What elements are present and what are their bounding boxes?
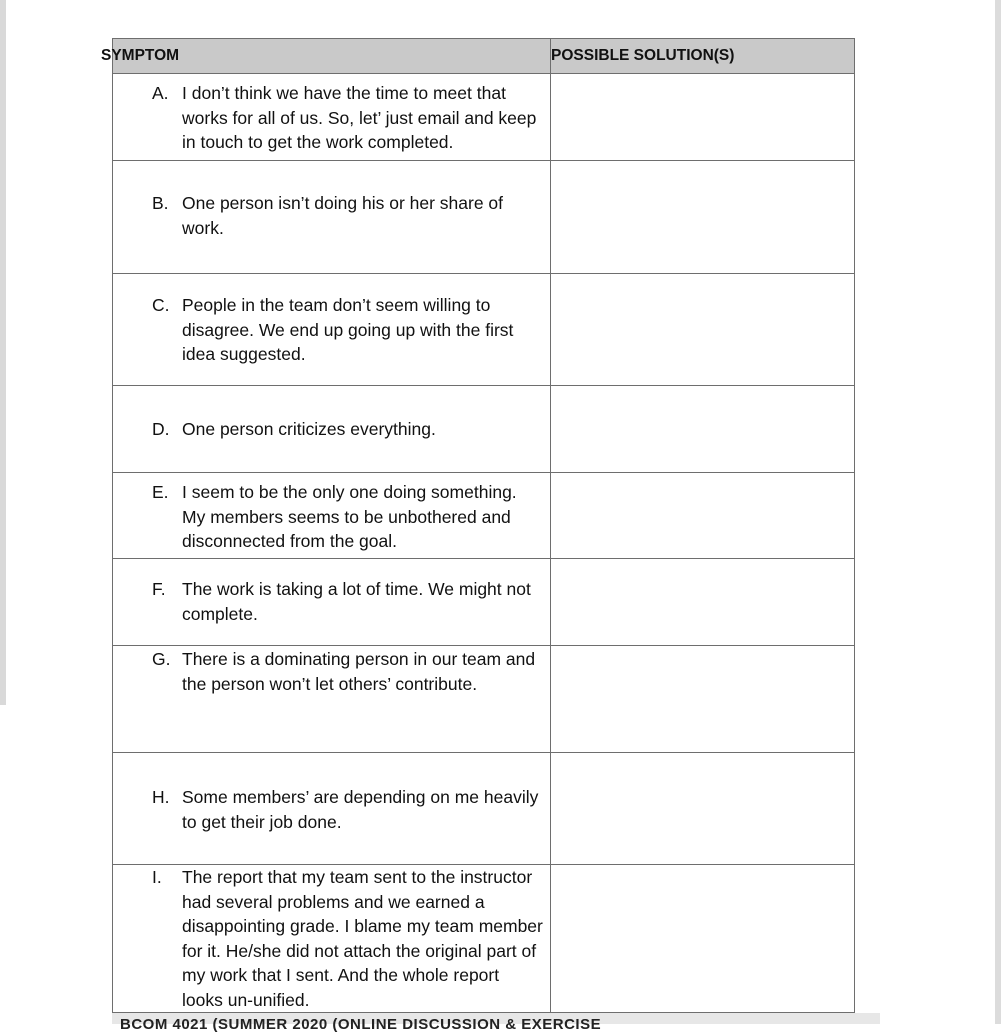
page-footer (112, 1013, 880, 1033)
footer-course-label: BCOM 4021 (SUMMER 2020 (ONLINE DISCUSSION & EXERCISE (120, 1016, 602, 1033)
symptom-text: People in the team don’t seem willing to disagree. We end up going up with the first idea suggested. (182, 295, 514, 364)
solution-cell-d[interactable] (551, 386, 855, 473)
symptom-text: One person criticizes everything. (182, 419, 436, 439)
symptom-letter: I. (152, 867, 162, 887)
table-row (113, 161, 855, 274)
page-edge-right (995, 0, 1001, 1024)
symptom-cell-b (113, 161, 551, 274)
symptom-cell-c (113, 274, 551, 386)
symptom-letter: F. (152, 579, 166, 599)
symptom-letter: E. (152, 482, 169, 502)
table-row (113, 274, 855, 386)
symptom-cell-e (113, 473, 551, 559)
solution-cell-g[interactable] (551, 646, 855, 753)
symptom-letter: D. (152, 419, 170, 439)
symptom-text: One person isn’t doing his or her share of work. (182, 193, 504, 238)
symptom-cell-f (113, 559, 551, 646)
symptom-letter: A. (152, 83, 169, 103)
symptom-cell-h (113, 753, 551, 865)
table-row (113, 559, 855, 646)
solution-cell-h[interactable] (551, 753, 855, 865)
symptom-column-header: SYMPTOM (113, 39, 551, 74)
solution-cell-a[interactable] (551, 74, 855, 161)
symptom-text: I seem to be the only one doing something. My members seems to be unbothered and disconnected from the goal. (182, 482, 517, 551)
symptom-text: The work is taking a lot of time. We might not complete. (182, 579, 531, 624)
symptom-letter: C. (152, 295, 170, 315)
table-row (113, 74, 855, 161)
solution-cell-c[interactable] (551, 274, 855, 386)
symptom-letter: B. (152, 193, 169, 213)
table-row (113, 646, 855, 753)
symptom-cell-d (113, 386, 551, 473)
page-edge-left (0, 0, 6, 705)
symptom-text: Some members’ are depending on me heavily to get their job done. (182, 787, 539, 832)
solution-cell-f[interactable] (551, 559, 855, 646)
table-row (113, 865, 855, 1013)
symptom-solution-table (101, 38, 855, 1013)
symptom-cell-a (113, 74, 551, 161)
table-header-row (113, 39, 855, 74)
solution-column-header: POSSIBLE SOLUTION(S) (551, 39, 855, 74)
symptom-text: There is a dominating person in our team and the person won’t let others’ contribute. (182, 649, 536, 694)
solution-cell-i[interactable] (551, 865, 855, 1013)
table-row (113, 753, 855, 865)
symptom-text: I don’t think we have the time to meet that works for all of us. So, let’ just email and keep in touch to get the work completed. (182, 83, 537, 152)
symptom-cell-g (113, 646, 551, 753)
solution-cell-b[interactable] (551, 161, 855, 274)
table-row (113, 473, 855, 559)
symptom-letter: G. (152, 649, 171, 669)
table-row (113, 386, 855, 473)
symptom-text: The report that my team sent to the instructor had several problems and we earned a disappointing grade. I blame my team member for it. He/she did not attach the original part of my work that I sent. And the whole report looks un-unified. (182, 867, 543, 1010)
solution-cell-e[interactable] (551, 473, 855, 559)
symptom-letter: H. (152, 787, 170, 807)
symptom-cell-i (113, 865, 551, 1013)
